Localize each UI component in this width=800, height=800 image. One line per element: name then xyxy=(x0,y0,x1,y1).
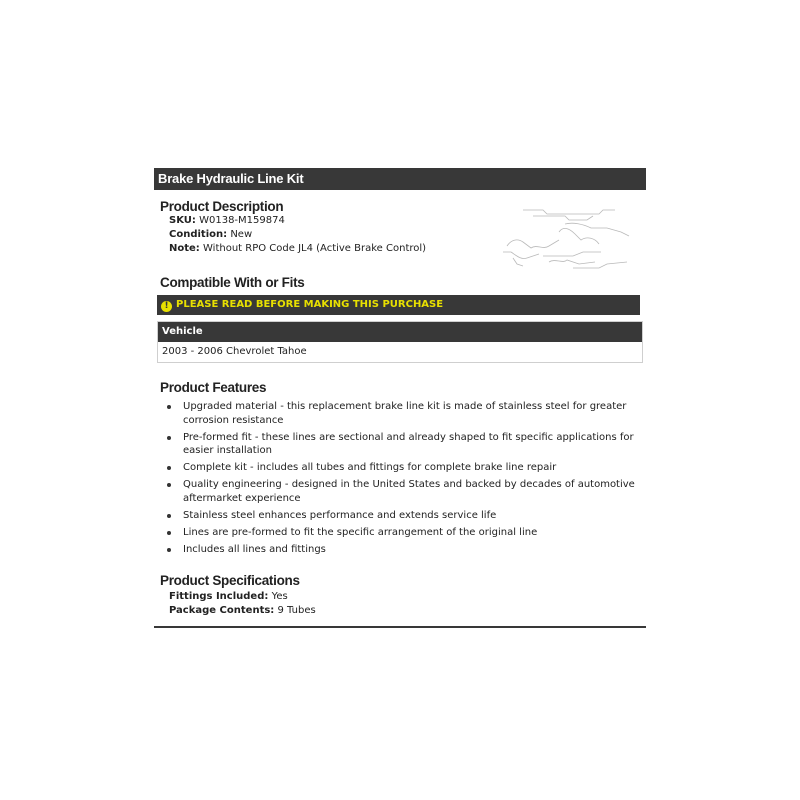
package-contents-value: 9 Tubes xyxy=(277,605,316,616)
product-features-heading: Product Features xyxy=(160,380,267,395)
fittings-value: Yes xyxy=(271,591,288,602)
product-description-section xyxy=(160,199,426,256)
vehicle-column-header: Vehicle xyxy=(158,322,642,342)
product-card xyxy=(154,168,646,616)
product-specifications-heading: Product Specifications xyxy=(160,573,300,588)
package-contents-field xyxy=(160,604,316,618)
condition-field xyxy=(160,228,426,242)
purchase-warning-text: PLEASE READ BEFORE MAKING THIS PURCHASE xyxy=(176,299,444,310)
specifications-section xyxy=(160,590,316,618)
features-list xyxy=(162,400,642,560)
exclamation-icon: ! xyxy=(161,301,172,312)
list-item: Lines are pre-formed to fit the specific arrangement of the original line xyxy=(162,526,642,540)
condition-label: Condition: xyxy=(169,229,228,240)
fittings-label: Fittings Included: xyxy=(169,591,269,602)
note-field xyxy=(160,242,426,256)
product-title: Brake Hydraulic Line Kit xyxy=(154,168,646,190)
list-item: Includes all lines and fittings xyxy=(162,543,642,557)
vehicle-table xyxy=(157,321,643,363)
list-item: Complete kit - includes all tubes and fittings for complete brake line repair xyxy=(162,461,642,475)
sku-label: SKU: xyxy=(169,215,196,226)
compatible-heading: Compatible With or Fits xyxy=(160,275,305,290)
table-row: 2003 - 2006 Chevrolet Tahoe xyxy=(158,342,642,362)
purchase-warning-bar xyxy=(157,295,640,315)
fittings-field xyxy=(160,590,316,604)
note-label: Note: xyxy=(169,243,200,254)
condition-value: New xyxy=(230,229,253,240)
package-contents-label: Package Contents: xyxy=(169,605,275,616)
list-item: Upgraded material - this replacement brake line kit is made of stainless steel for greater corrosion resistance xyxy=(162,400,642,427)
brake-line-kit-image xyxy=(503,206,633,276)
note-value: Without RPO Code JL4 (Active Brake Control) xyxy=(203,243,427,254)
bottom-divider xyxy=(154,626,646,628)
list-item: Stainless steel enhances performance and extends service life xyxy=(162,509,642,523)
list-item: Pre-formed fit - these lines are sectional and already shaped to fit specific applications for easier installation xyxy=(162,431,642,458)
sku-value: W0138-M159874 xyxy=(199,215,285,226)
product-description-heading: Product Description xyxy=(160,199,284,214)
list-item: Quality engineering - designed in the United States and backed by decades of automotive aftermarket experience xyxy=(162,478,642,505)
sku-field xyxy=(160,214,426,228)
